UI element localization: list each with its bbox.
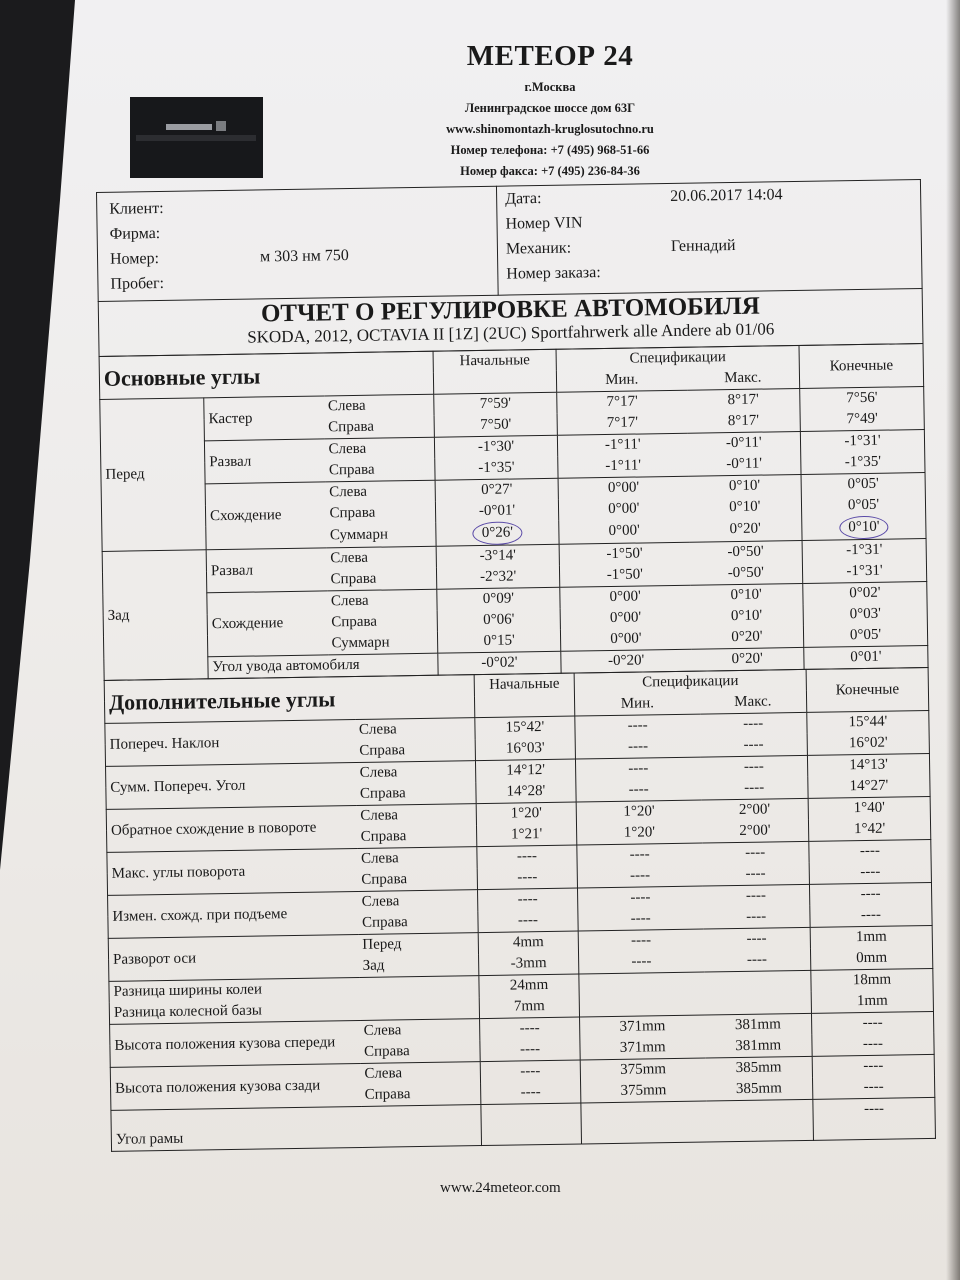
col-specs: Спецификации (556, 345, 799, 370)
side-label: Справа (361, 1083, 481, 1106)
value-final: ---- (809, 839, 931, 862)
value-max: 385mm (706, 1078, 813, 1101)
value-final: 1°42' (808, 818, 930, 841)
value-max: 385mm (705, 1056, 812, 1079)
value-min: 0°00' (560, 607, 690, 630)
col-final-2: Конечные (806, 667, 929, 712)
value-final (802, 515, 926, 540)
side-label: Справа (355, 739, 475, 762)
side-label: Слева (327, 589, 437, 612)
side-label: Справа (356, 782, 476, 805)
company-header (380, 40, 720, 182)
value-final: 7°56' (800, 387, 924, 410)
value-max: ---- (701, 777, 808, 800)
value-min: -1°50' (559, 564, 689, 588)
value-max: ---- (702, 841, 809, 864)
side-label: Справа (326, 568, 436, 591)
value-min (579, 994, 704, 1017)
value-min: ---- (579, 951, 704, 974)
value-min: ---- (575, 736, 700, 759)
value-min: ---- (576, 779, 701, 802)
report-title: ОТЧЕТ О РЕГУЛИРОВКЕ АВТОМОБИЛЯ (260, 292, 761, 328)
value-initial: -0°02' (438, 651, 561, 675)
value-final: ---- (813, 1097, 936, 1140)
value-max (706, 1099, 814, 1142)
col-max-2: Макс. (699, 691, 806, 714)
plate-value: м 303 нм 750 (259, 247, 349, 266)
value-initial: 15°42' (475, 716, 575, 739)
value-final: ---- (809, 861, 931, 884)
client-label: Клиент: (109, 199, 164, 218)
side-label: Слева (326, 546, 436, 569)
firm-value (255, 216, 488, 245)
value-max: 0°20' (690, 626, 803, 649)
value-max: -0°50' (689, 540, 802, 563)
value-final: 14°27' (808, 775, 930, 798)
fax-value: +7 (495) 236-84-36 (541, 164, 640, 178)
value-final: 18mm (811, 968, 933, 991)
value-initial: ---- (477, 867, 577, 890)
main-angles-table (99, 343, 929, 681)
mechanic-label: Механик: (505, 239, 572, 258)
value-max: 0°20' (691, 647, 804, 671)
value-min (579, 972, 704, 995)
value-max: 381mm (705, 1035, 812, 1058)
vin-value (666, 205, 916, 234)
value-max: 0°10' (688, 496, 801, 519)
value-final: 0°05' (803, 624, 927, 647)
firm-label: Фирма: (109, 224, 161, 243)
wheelbase-diff-label: Разница колесной базы (109, 997, 479, 1024)
side-label: Слева (324, 394, 434, 417)
plate-label: Номер: (109, 250, 160, 268)
extra-angle-label: Высота положения кузова сзади (110, 1063, 361, 1110)
company-logo (130, 97, 263, 178)
side-label: Слева (355, 761, 475, 784)
value-max: ---- (700, 712, 807, 735)
phone-label: Номер телефона: (450, 143, 548, 157)
value-max: ---- (700, 734, 807, 757)
side-label: Слева (358, 890, 478, 913)
company-fax (380, 161, 720, 182)
value-initial: 0°27' (435, 478, 558, 501)
value-max: 0°10' (688, 474, 801, 497)
value-initial: 16°03' (475, 738, 575, 761)
logo-stripe (136, 135, 256, 141)
value-max: ---- (703, 949, 810, 972)
value-initial: ---- (477, 845, 577, 868)
value-min: 371mm (580, 1015, 705, 1038)
value-min: ---- (575, 714, 700, 737)
alignment-report (96, 179, 935, 1182)
value-max: ---- (702, 863, 809, 886)
value-max: ---- (702, 884, 809, 907)
value-max: ---- (703, 906, 810, 929)
value-initial (481, 1103, 582, 1146)
phone-value: +7 (495) 968-51-66 (550, 143, 650, 157)
value-min: ---- (578, 908, 703, 931)
info-block (96, 179, 923, 357)
value-final: ---- (812, 1033, 934, 1056)
company-website: www.shinomontazh-kruglosutochno.ru (446, 122, 654, 136)
value-initial (436, 521, 559, 546)
side-label: Слева (325, 480, 435, 503)
side-label: Справа (324, 416, 434, 439)
order-value (667, 255, 917, 284)
value-initial: 1°21' (476, 824, 576, 847)
side-label: Слева (324, 437, 434, 460)
side-label: Слева (355, 718, 475, 741)
main-angles-title: Основные углы (99, 351, 434, 399)
value-max: 0°10' (690, 583, 803, 606)
value-final: 0°03' (803, 603, 927, 626)
side-label: Справа (360, 1040, 480, 1063)
logo-text-band (166, 124, 212, 130)
axle-label: Зад (102, 550, 208, 681)
extra-angle-label: Сумм. Попереч. Угол (106, 762, 357, 809)
value-final: -1°31' (802, 539, 926, 562)
value-max: 2°00' (701, 820, 808, 843)
side-label: Справа (357, 825, 477, 848)
axle-label: Перед (100, 398, 206, 552)
date-value: 20.06.2017 14:04 (670, 186, 783, 205)
value-min: ---- (577, 843, 702, 866)
side-label: Слева (357, 847, 477, 870)
company-city: г.Москва (524, 80, 576, 94)
extra-angle-label: Высота положения кузова спереди (110, 1020, 361, 1067)
col-specs-2: Спецификации (574, 669, 806, 694)
pen-circle-annotation: 0°26' (473, 521, 523, 545)
mileage-label: Пробег: (110, 274, 165, 293)
value-initial: 0°09' (437, 587, 560, 610)
value-final: 1°40' (808, 796, 930, 819)
value-initial: 7°59' (434, 392, 557, 415)
frame-angle-label: Угол рамы (111, 1105, 482, 1152)
value-max: -0°50' (689, 562, 802, 585)
extra-angle-label: Попереч. Наклон (105, 719, 356, 766)
track-diff-label: Разница ширины колеи (109, 976, 479, 1003)
value-initial: ---- (480, 1039, 580, 1062)
value-min: 371mm (580, 1037, 705, 1060)
value-initial: ---- (480, 1060, 580, 1083)
value-final: ---- (809, 882, 931, 905)
value-initial: 4mm (478, 931, 578, 954)
company-phone (380, 140, 720, 161)
pen-circle-annotation: 0°10' (839, 516, 889, 540)
col-initial: Начальные (433, 349, 557, 394)
value-final: -1°31' (802, 560, 926, 583)
value-final: -1°31' (800, 430, 924, 453)
extra-angles-table (104, 667, 936, 1152)
extra-angle-label: Измен. схожд. при подъеме (108, 891, 359, 938)
value-min: 7°17' (557, 412, 687, 436)
side-label: Слева (356, 804, 476, 827)
value-min: 0°00' (558, 476, 688, 500)
value-max: -0°11' (687, 431, 800, 454)
col-max: Макс. (686, 367, 799, 390)
col-final: Конечные (799, 344, 924, 389)
value-final: 0°05' (801, 473, 925, 496)
value-initial: 7mm (479, 996, 579, 1019)
value-max: ---- (703, 927, 810, 950)
value-initial: -1°30' (434, 435, 557, 458)
value-min: ---- (577, 865, 702, 888)
side-label: Справа (325, 459, 435, 482)
value-final: -1°35' (801, 451, 925, 474)
value-min: 1°20' (576, 822, 701, 845)
side-label: Справа (325, 502, 435, 525)
value-final: 16°02' (807, 732, 929, 755)
value-initial: 24mm (479, 974, 579, 997)
value-max: 8°17' (687, 388, 800, 411)
value-min: ---- (578, 929, 703, 952)
value-final: ---- (810, 904, 932, 927)
side-label: Справа (357, 868, 477, 891)
value-min: ---- (577, 886, 702, 909)
side-label: Зад (359, 954, 479, 977)
value-initial: -3°14' (436, 544, 559, 567)
logo-mark (216, 121, 226, 131)
value-min: 375mm (581, 1080, 706, 1103)
extra-angle-label: Разворот оси (108, 934, 359, 981)
order-label: Номер заказа: (506, 264, 601, 283)
client-value (255, 191, 488, 220)
value-max (704, 970, 811, 993)
angle-group-label: Кастер (204, 396, 325, 441)
value-initial: ---- (480, 1017, 580, 1040)
value-final: 0mm (810, 947, 932, 970)
value-initial: ---- (478, 910, 578, 933)
value-max: ---- (700, 755, 807, 778)
side-label: Справа (327, 611, 437, 634)
value-max: -0°11' (688, 453, 801, 476)
date-label: Дата: (505, 190, 542, 208)
value-final: 0°05' (801, 494, 925, 517)
value-min: 1°20' (576, 800, 701, 823)
angle-group-label: Схождение (207, 591, 328, 657)
value-min: 0°00' (559, 519, 689, 545)
paper-shadow (946, 0, 960, 1280)
value-max: 381mm (705, 1013, 812, 1036)
extra-angle-label: Обратное схождение в повороте (106, 805, 357, 852)
value-min: 7°17' (557, 390, 687, 414)
value-min: -1°11' (558, 455, 688, 479)
value-initial: 14°28' (476, 781, 576, 804)
thrust-angle-label: Угол увода автомобиля (208, 653, 438, 679)
value-initial: -3mm (479, 953, 579, 976)
mileage-value (256, 266, 489, 295)
angle-group-label: Развал (206, 548, 327, 593)
value-min: -1°11' (557, 433, 687, 457)
value-min: 0°00' (560, 585, 690, 609)
value-max: 2°00' (701, 798, 808, 821)
value-initial: ---- (481, 1081, 581, 1104)
value-initial: 0°06' (437, 609, 560, 632)
value-initial: -0°01' (435, 500, 558, 523)
value-max: 0°10' (690, 605, 803, 628)
extra-angle-label: Макс. углы поворота (107, 848, 358, 895)
value-final: 0°01' (804, 645, 928, 669)
value-final: ---- (813, 1076, 935, 1099)
col-min-2: Мин. (574, 693, 699, 716)
mechanic-value: Геннадий (670, 236, 736, 255)
side-label: Слева (360, 1062, 480, 1085)
side-label: Суммарн (326, 523, 436, 548)
value-max: 0°20' (689, 517, 802, 542)
value-initial: 14°12' (475, 759, 575, 782)
value-min: 0°00' (560, 628, 690, 652)
col-initial-2: Начальные (474, 673, 575, 718)
value-min: -0°20' (561, 649, 691, 673)
value-min: 375mm (580, 1058, 705, 1081)
side-label: Перед (358, 933, 478, 956)
value-min: -1°50' (559, 542, 689, 566)
value-max (704, 992, 811, 1015)
value-initial: 1°20' (476, 802, 576, 825)
col-min: Мин. (556, 369, 686, 393)
value-min: 0°00' (558, 498, 688, 521)
value-min (581, 1101, 707, 1144)
angle-group-label: Развал (204, 439, 325, 484)
value-initial: -2°32' (436, 566, 559, 589)
value-initial: 0°15' (437, 630, 560, 653)
footer-website: www.24meteor.com (440, 1180, 561, 1196)
value-final: ---- (812, 1054, 934, 1077)
company-address: Ленинградское шоссе дом 63Г (464, 101, 636, 115)
value-final: 15°44' (807, 710, 929, 733)
extra-angles-title: Дополнительные углы (104, 675, 475, 724)
value-final: ---- (812, 1011, 934, 1034)
angle-group-label: Схождение (205, 482, 326, 550)
value-final: 14°13' (807, 753, 929, 776)
value-initial: -1°35' (435, 457, 558, 480)
value-final: 1mm (810, 925, 932, 948)
side-label: Справа (358, 911, 478, 934)
vehicle-description: SKODA, 2012, OCTAVIA II [1Z] (2UC) Sportfahrwerk alle Andere ab 01/06 (247, 319, 775, 347)
value-initial: ---- (478, 888, 578, 911)
value-initial: 7°50' (434, 414, 557, 437)
value-final: 1mm (811, 990, 933, 1013)
value-final: 7°49' (800, 408, 924, 431)
value-max: 8°17' (687, 410, 800, 433)
value-final: 0°02' (803, 581, 927, 604)
value-min: ---- (575, 757, 700, 780)
vin-label: Номер VIN (505, 214, 583, 233)
company-name: МЕТЕОР 24 (466, 40, 634, 72)
side-label: Суммарн (327, 632, 437, 655)
side-label: Слева (360, 1019, 480, 1042)
fax-label: Номер факса: (460, 164, 538, 178)
